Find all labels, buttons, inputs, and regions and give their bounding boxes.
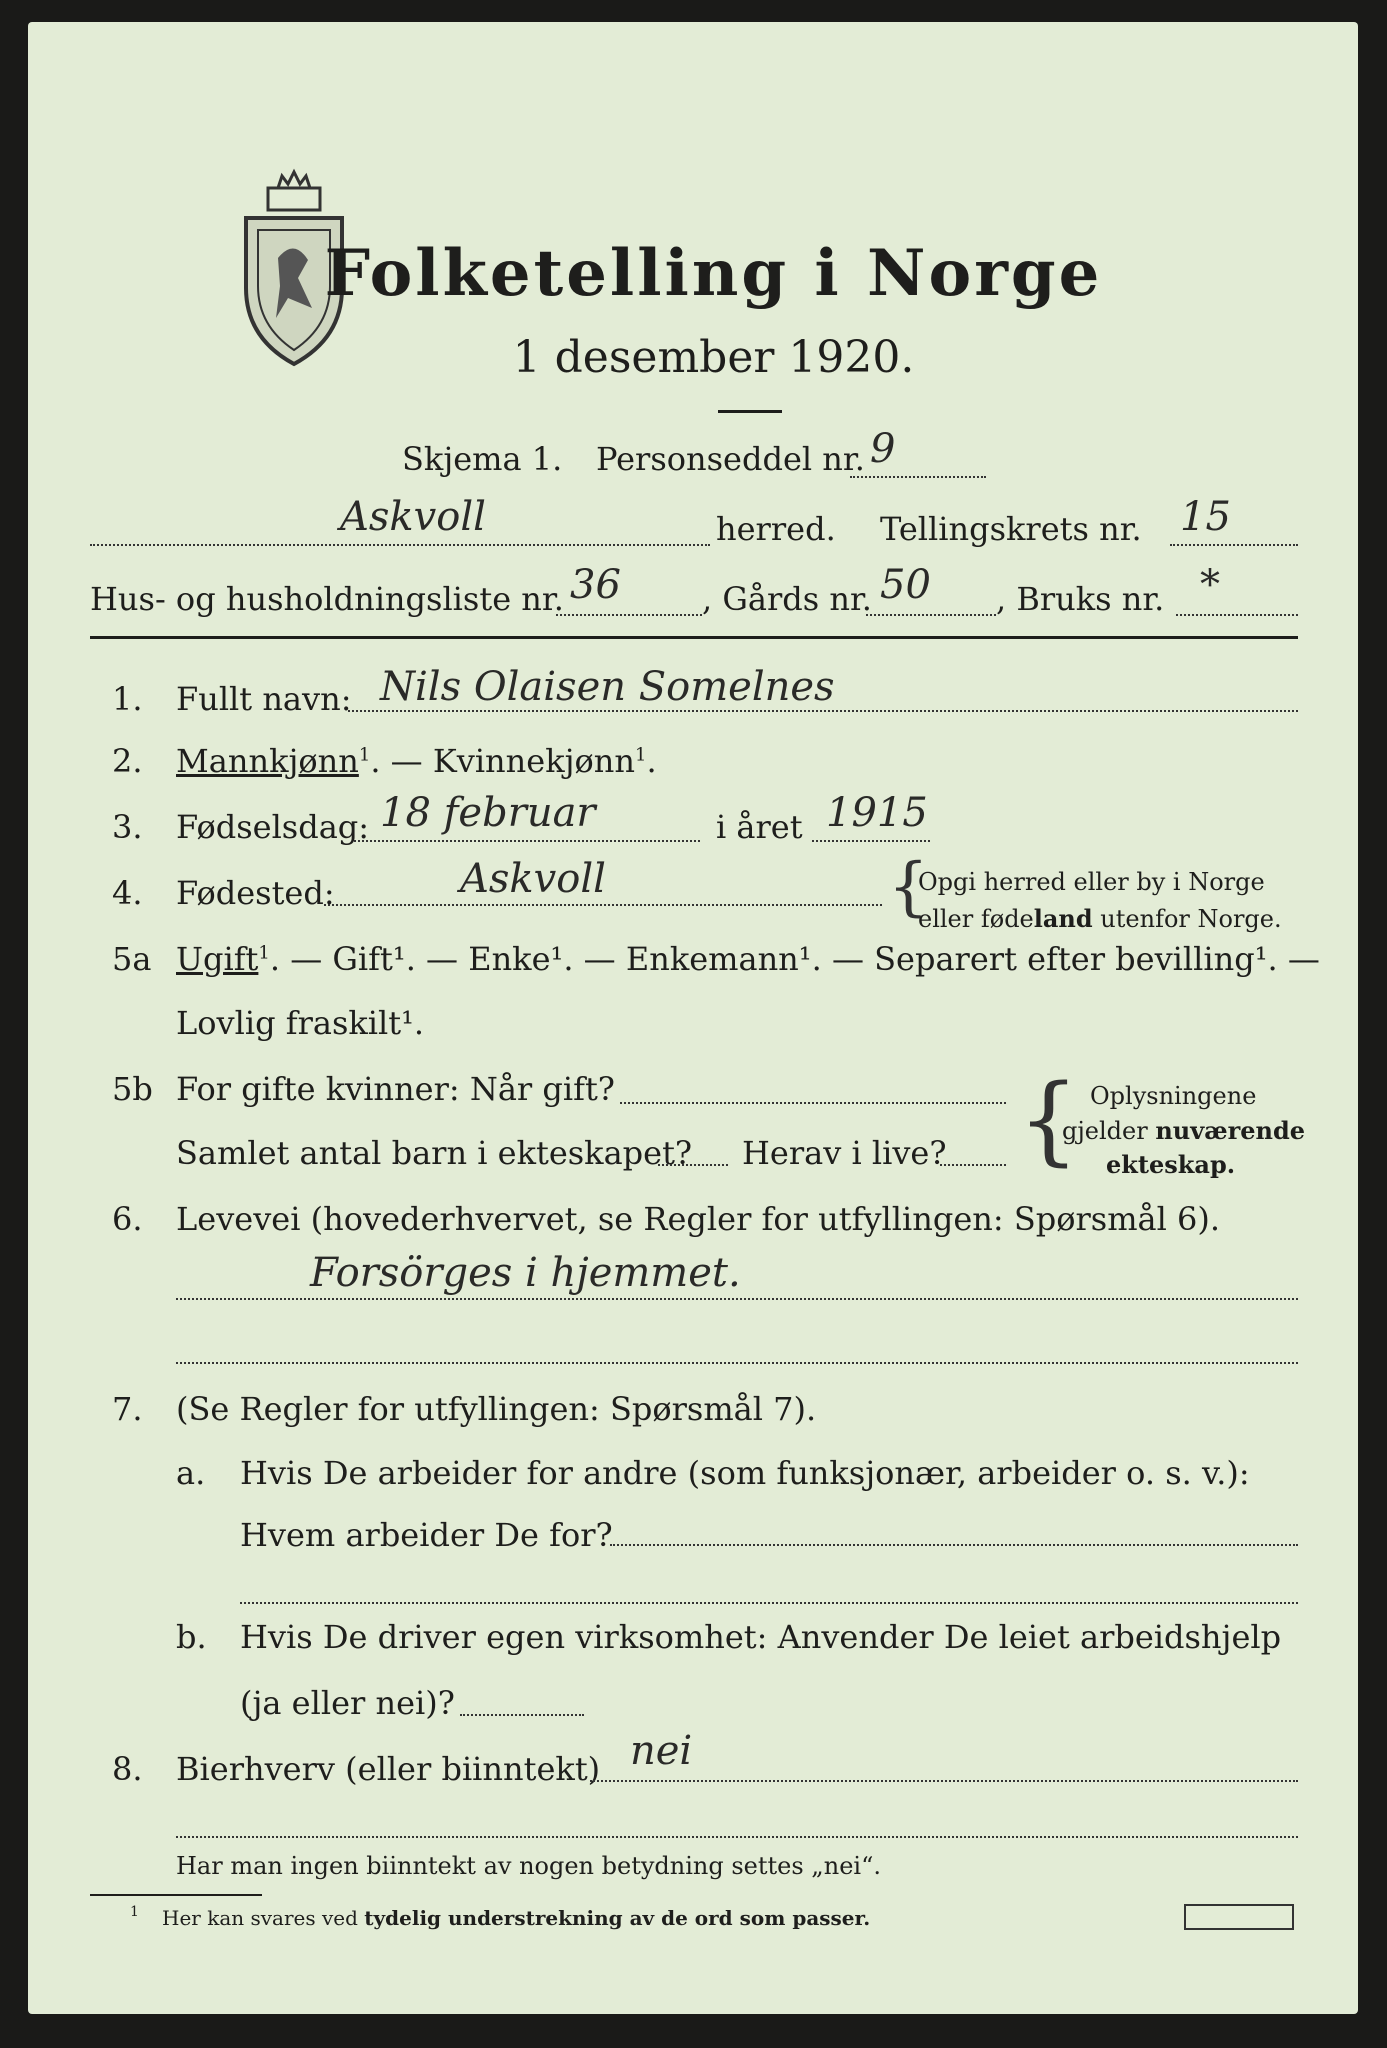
hus-dotline [556,614,702,616]
bruks-value[interactable]: * [1200,562,1220,608]
bruks-label: , Bruks nr. [996,580,1165,618]
q5b-line2a: Samlet antal barn i ekteskapet? [176,1134,693,1172]
q5b-brace: { [1018,1064,1080,1176]
unmarried-option[interactable]: Ugift [176,940,259,978]
footnote-text-a: Her kan svares ved [162,1906,365,1930]
q4-note-1: Opgi herred eller by i Norge [918,868,1265,896]
q4-note-2a: eller føde [918,905,1034,933]
q6-number: 6. [112,1200,143,1238]
herred-value[interactable]: Askvoll [340,494,486,540]
schema-label: Skjema 1. [402,440,563,478]
q5b-note-3: ekteskap. [1106,1150,1236,1179]
birthplace-value[interactable]: Askvoll [460,856,606,902]
q7a-line2: Hvem arbeider De for? [240,1516,613,1554]
q5b-note-2a: gjelder [1062,1117,1156,1145]
year-dotline [812,840,930,842]
q6-dotline-1 [176,1298,1298,1300]
bruks-dotline [1176,614,1298,616]
q5b-dotline-2 [658,1164,728,1166]
q4-label: Fødested: [176,874,335,912]
q3-dotline [354,840,700,842]
herred-label: herred. [716,510,836,548]
footnote-rule [90,1894,262,1896]
occupation-value[interactable]: Forsörges i hjemmet. [310,1250,741,1296]
q5b-dotline-3 [940,1164,1006,1166]
hus-value[interactable]: 36 [570,562,621,608]
q8-label: Bierhverv (eller biinntekt) [176,1750,601,1788]
q4-note-2 [918,904,1282,933]
no-income-note: Har man ingen biinntekt av nogen betydning settes „nei“. [176,1852,881,1880]
q5b-dotline-1 [620,1102,1006,1104]
q7a-label: Hvis De arbeider for andre (som funksjonær, arbeider o. s. v.): [240,1454,1250,1492]
tellingskrets-label: Tellingskrets nr. [880,510,1142,548]
q4-number: 4. [112,874,143,912]
q7a-number: a. [176,1454,206,1492]
q7b-dotline [460,1714,584,1716]
gards-value[interactable]: 50 [880,562,931,608]
q7a-dotline-1 [610,1544,1298,1546]
title-divider [718,410,782,413]
year-label: i året [716,808,803,846]
q2-sup2: 1 [635,744,647,766]
q3-number: 3. [112,808,143,846]
q8-dotline-1 [590,1780,1298,1782]
q5a-line2[interactable]: Lovlig fraskilt¹. [176,1004,425,1042]
q3-label: Fødselsdag: [176,808,370,846]
q4-note-2b: land [1033,904,1093,933]
q7b-label: Hvis De driver egen virksomhet: Anvender De leiet arbeidshjelp [240,1618,1282,1656]
male-option[interactable]: Mannkjønn [176,742,359,780]
side-income-value[interactable]: nei [630,1728,693,1774]
birthdate-value[interactable]: 18 februar [380,790,596,836]
q7-number: 7. [112,1390,143,1428]
census-date: 1 desember 1920. [512,332,915,383]
q5b-note-2b: nuværende [1155,1116,1306,1145]
personseddel-value[interactable]: 9 [870,426,896,472]
q1-label: Fullt navn: [176,680,352,718]
personseddel-dotline [850,476,986,478]
q8-dotline-2 [176,1836,1298,1838]
page-title: Folketelling i Norge [324,236,1103,311]
q5b-line2b: Herav i live? [742,1134,947,1172]
q4-brace: { [888,850,929,924]
q7-label: (Se Regler for utfyllingen: Spørsmål 7). [176,1390,817,1428]
q5b-note-2 [1062,1116,1305,1145]
q5b-number: 5b [112,1070,153,1108]
printer-stamp-icon [1184,1904,1294,1930]
tellingskrets-dotline [1170,544,1298,546]
q7b-number: b. [176,1618,207,1656]
q1-number: 1. [112,680,143,718]
q5a-number: 5a [112,940,152,978]
herred-dotline [90,544,710,546]
q2-sup1: 1 [358,744,371,766]
q2-options [176,742,657,780]
q7a-dotline-2 [240,1602,1298,1604]
q5b-label: For gifte kvinner: Når gift? [176,1070,615,1108]
q4-dotline [324,904,882,906]
q5a-options [176,940,1320,978]
q2-end: . [646,742,657,780]
q4-note-2c: utenfor Norge. [1092,905,1282,933]
personseddel-label: Personseddel nr. [596,440,865,478]
footnote-text [162,1906,870,1930]
q6-label: Levevei (hovederhvervet, se Regler for utfyllingen: Spørsmål 6). [176,1200,1221,1238]
q8-number: 8. [112,1750,143,1788]
footnote-text-b: tydelig understrekning av de ord som passer. [364,1906,871,1930]
q5b-note-1: Oplysningene [1090,1082,1257,1110]
header-divider [90,636,1298,639]
gards-dotline [866,614,996,616]
full-name-value[interactable]: Nils Olaisen Somelnes [380,664,835,710]
hus-label: Hus- og husholdningsliste nr. [90,580,564,618]
q5a-sup: 1 [258,942,270,964]
q1-dotline [348,710,1298,712]
footnote-number: 1 [130,1904,139,1920]
q7b-line2: (ja eller nei)? [240,1684,455,1722]
q2-number: 2. [112,742,143,780]
birthyear-value[interactable]: 1915 [826,790,928,836]
gards-label: , Gårds nr. [702,580,872,618]
q6-dotline-2 [176,1362,1298,1364]
q2-separator[interactable]: . — Kvinnekjønn [370,742,635,780]
q5a-rest[interactable]: . — Gift¹. — Enke¹. — Enkemann¹. — Separert efter bevilling¹. — [269,940,1320,978]
tellingskrets-value[interactable]: 15 [1180,494,1231,540]
